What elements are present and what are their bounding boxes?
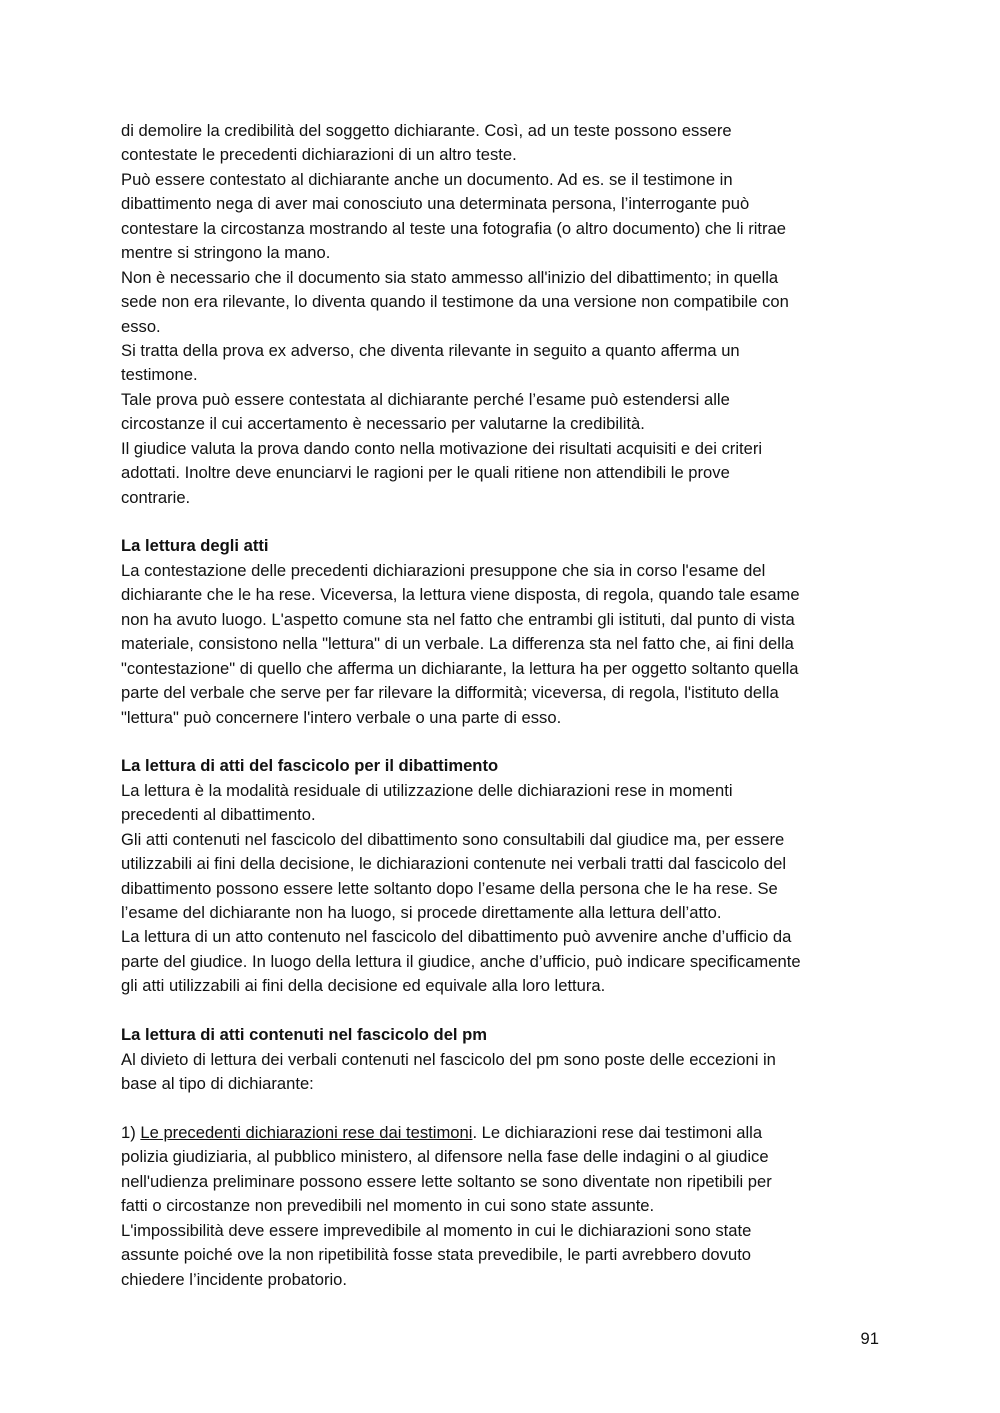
text-line: contestate le precedenti dichiarazioni di un altro teste. <box>121 145 517 165</box>
paragraph <box>121 388 883 437</box>
section-fascicolo-pm <box>121 1023 883 1292</box>
text-line: Non è necessario che il documento sia stato ammesso all'inizio del dibattimento; in quella <box>121 267 779 287</box>
document-page <box>121 119 883 1292</box>
text-line: parte del verbale che serve per far rilevare la difformità; viceversa, di regola, l'istituto della <box>121 683 779 703</box>
text-line: nell'udienza preliminare possono essere lette soltanto se sono diventate non ripetibili per <box>121 1171 772 1191</box>
section-fascicolo-dibattimento <box>121 754 883 998</box>
text-line: assunte poiché ove la non ripetibilità fosse stata prevedibile, le parti avrebbero dovuto <box>121 1245 752 1265</box>
section-heading: La lettura di atti del fascicolo per il dibattimento <box>121 756 499 776</box>
text-line: l’esame del dichiarante non ha luogo, si procede direttamente alla lettura dell’atto. <box>121 903 722 922</box>
paragraph <box>121 119 883 168</box>
blank-line <box>121 510 883 534</box>
text-line: contrarie. <box>121 487 191 507</box>
paragraph <box>121 168 883 266</box>
text-line: fatti o circostanze non prevedibili nel momento in cui sono state assunte. <box>121 1196 655 1216</box>
text-line: sede non era rilevante, lo diventa quando il testimone da una versione non compatibile con <box>121 292 789 312</box>
paragraph <box>121 437 883 510</box>
section-heading: La lettura di atti contenuti nel fascicolo del pm <box>121 1025 488 1045</box>
text-line: chiedere l’incidente probatorio. <box>121 1269 348 1289</box>
blank-line <box>121 999 883 1023</box>
text-line: gli atti utilizzabili ai fini della decisione ed equivale alla loro lettura. <box>121 976 606 996</box>
paragraph <box>121 339 883 388</box>
text-line: dichiarante che le ha rese. Viceversa, la lettura viene disposta, di regola, quando tale esame <box>121 585 800 605</box>
text-line: La lettura è la modalità residuale di utilizzazione delle dichiarazioni rese in momenti <box>121 780 733 800</box>
text-line: Si tratta della prova ex adverso, che diventa rilevante in seguito a quanto afferma un <box>121 340 740 360</box>
text-line: dibattimento possono essere lette soltanto dopo l’esame della persona che le ha rese. Se <box>121 878 778 898</box>
paragraph <box>121 266 883 339</box>
list-item-text: . Le dichiarazioni rese dai testimoni alla <box>472 1122 763 1142</box>
text-line: base al tipo di dichiarante: <box>121 1074 314 1094</box>
list-item-1 <box>121 1121 883 1145</box>
text-line: polizia giudiziaria, al pubblico ministero, al difensore nella fase delle indagini o al giudice <box>121 1147 769 1167</box>
text-line: materiale, consistono nella "lettura" di un verbale. La differenza sta nel fatto che, ai fini della <box>121 634 794 654</box>
underlined-term: Le precedenti dichiarazioni rese dai testimoni <box>140 1122 473 1142</box>
blank-line <box>121 730 883 754</box>
text-line: Al divieto di lettura dei verbali contenuti nel fascicolo del pm sono poste delle eccezioni in <box>121 1049 776 1069</box>
text-line: Può essere contestato al dichiarante anche un documento. Ad es. se il testimone in <box>121 169 733 189</box>
text-line: non ha avuto luogo. L'aspetto comune sta nel fatto che entrambi gli istituti, dal punto di vista <box>121 609 795 629</box>
text-line: di demolire la credibilità del soggetto dichiarante. Così, ad un teste possono essere <box>121 121 732 140</box>
text-line: La contestazione delle precedenti dichiarazioni presuppone che sia in corso l'esame del <box>121 560 766 580</box>
text-line: parte del giudice. In luogo della lettura il giudice, anche d’ufficio, può indicare specificamente <box>121 951 801 971</box>
blank-line <box>121 1097 883 1121</box>
text-line: adottati. Inoltre deve enunciarvi le ragioni per le quali ritiene non attendibili le prove <box>121 463 730 483</box>
text-line: "contestazione" di quello che afferma un dichiarante, la lettura ha per oggetto soltanto quella <box>121 658 799 678</box>
text-line: Tale prova può essere contestata al dichiarante perché l’esame può estendersi alle <box>121 389 730 409</box>
text-line: dibattimento nega di aver mai conosciuto una determinata persona, l’interrogante può <box>121 194 750 214</box>
section-lettura-degli-atti <box>121 534 883 730</box>
text-line: "lettura" può concernere l'intero verbale o una parte di esso. <box>121 707 562 727</box>
section-heading: La lettura degli atti <box>121 536 269 556</box>
text-line: esso. <box>121 316 161 336</box>
text-line: circostanze il cui accertamento è necessario per valutarne la credibilità. <box>121 414 645 434</box>
text-line: mentre si stringono la mano. <box>121 243 331 263</box>
text-line: utilizzabili ai fini della decisione, le dichiarazioni contenute nei verbali tratti dal fascicolo del <box>121 854 787 874</box>
text-line: testimone. <box>121 365 198 385</box>
text-line: precedenti al dibattimento. <box>121 805 316 825</box>
text-line: Il giudice valuta la prova dando conto nella motivazione dei risultati acquisiti e dei criteri <box>121 438 763 458</box>
text-line: L'impossibilità deve essere imprevedibile al momento in cui le dichiarazioni sono state <box>121 1220 752 1240</box>
text-line: La lettura di un atto contenuto nel fascicolo del dibattimento può avvenire anche d’ufficio da <box>121 927 792 947</box>
page-number: 91 <box>860 1329 879 1348</box>
list-item-prefix: 1) <box>121 1122 141 1142</box>
text-line: Gli atti contenuti nel fascicolo del dibattimento sono consultabili dal giudice ma, per essere <box>121 829 785 849</box>
text-line: contestare la circostanza mostrando al teste una fotografia (o altro documento) che li ritrae <box>121 218 787 238</box>
